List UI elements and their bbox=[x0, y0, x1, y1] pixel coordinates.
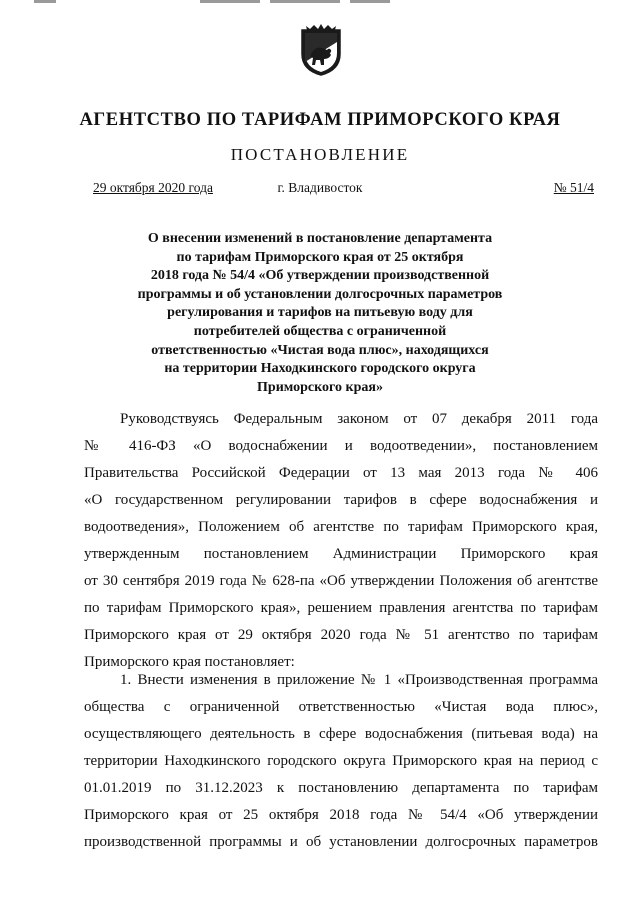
title-line: по тарифам Приморского края от 25 октября bbox=[176, 249, 464, 265]
body-line: водоотведения», Положением об агентстве по тарифам Приморского края, bbox=[84, 519, 598, 535]
body-line: общества с ограниченной ответственностью «Чистая вода плюс», bbox=[84, 699, 598, 715]
body-line: 01.01.2019 по 31.12.2023 к постановлению департамента по тарифам bbox=[84, 780, 598, 796]
title-line: ответственностью «Чистая вода плюс», находящихся bbox=[151, 342, 489, 358]
scan-edge-marks bbox=[0, 0, 640, 6]
body-line: 1. Внести изменения в приложение № 1 «Производственная программа bbox=[120, 672, 598, 688]
coat-of-arms-icon bbox=[300, 24, 342, 76]
title-line: Приморского края» bbox=[257, 379, 383, 395]
agency-name: АГЕНТСТВО ПО ТАРИФАМ ПРИМОРСКОГО КРАЯ bbox=[79, 110, 561, 130]
body-line: осуществляющего деятельность в сфере водоснабжения (питьевая вода) на bbox=[84, 726, 598, 742]
body-line: по тарифам Приморского края», решением правления агентства по тарифам bbox=[84, 600, 598, 616]
document-date: 29 октября 2020 года bbox=[93, 180, 213, 195]
body-line: Приморского края постановляет: bbox=[84, 654, 295, 670]
clause-1-paragraph bbox=[84, 667, 598, 856]
title-line: регулирования и тарифов на питьевую воду для bbox=[167, 305, 473, 321]
body-line: территории Находкинского городского округа Приморского края на период с bbox=[84, 753, 598, 769]
body-line: производственной программы и об установлении долгосрочных параметров bbox=[84, 834, 598, 850]
body-line: № 416-ФЗ «О водоснабжении и водоотведении», постановлением bbox=[84, 438, 598, 454]
preamble-paragraph bbox=[84, 406, 598, 676]
document-number: № 51/4 bbox=[553, 180, 594, 195]
body-line: от 30 сентября 2019 года № 628-па «Об утверждении Положения об агентстве bbox=[84, 573, 598, 589]
title-line: 2018 года № 54/4 «Об утверждении производственной bbox=[150, 268, 490, 284]
title-line: О внесении изменений в постановление департамента bbox=[147, 231, 493, 246]
document-type: ПОСТАНОВЛЕНИЕ bbox=[230, 145, 410, 164]
body-line: Руководствуясь Федеральным законом от 07 декабря 2011 года bbox=[120, 411, 598, 427]
document-city: г. Владивосток bbox=[277, 180, 363, 195]
title-line: программы и об установлении долгосрочных параметров bbox=[137, 286, 503, 302]
body-line: Правительства Российской Федерации от 13 мая 2013 года № 406 bbox=[84, 465, 598, 481]
body-line: Приморского края от 29 октября 2020 года № 51 агентство по тарифам bbox=[84, 627, 598, 643]
body-line: «О государственном регулировании тарифов в сфере водоснабжения и bbox=[84, 492, 598, 508]
title-line: на территории Находкинского городского округа bbox=[164, 361, 476, 377]
document-title bbox=[60, 230, 580, 397]
body-line: Приморского края от 25 октября 2018 года № 54/4 «Об утверждении bbox=[84, 807, 598, 823]
body-line: утвержденным постановлением Администрации Приморского края bbox=[84, 546, 598, 562]
title-line: потребителей общества с ограниченной bbox=[193, 323, 447, 339]
